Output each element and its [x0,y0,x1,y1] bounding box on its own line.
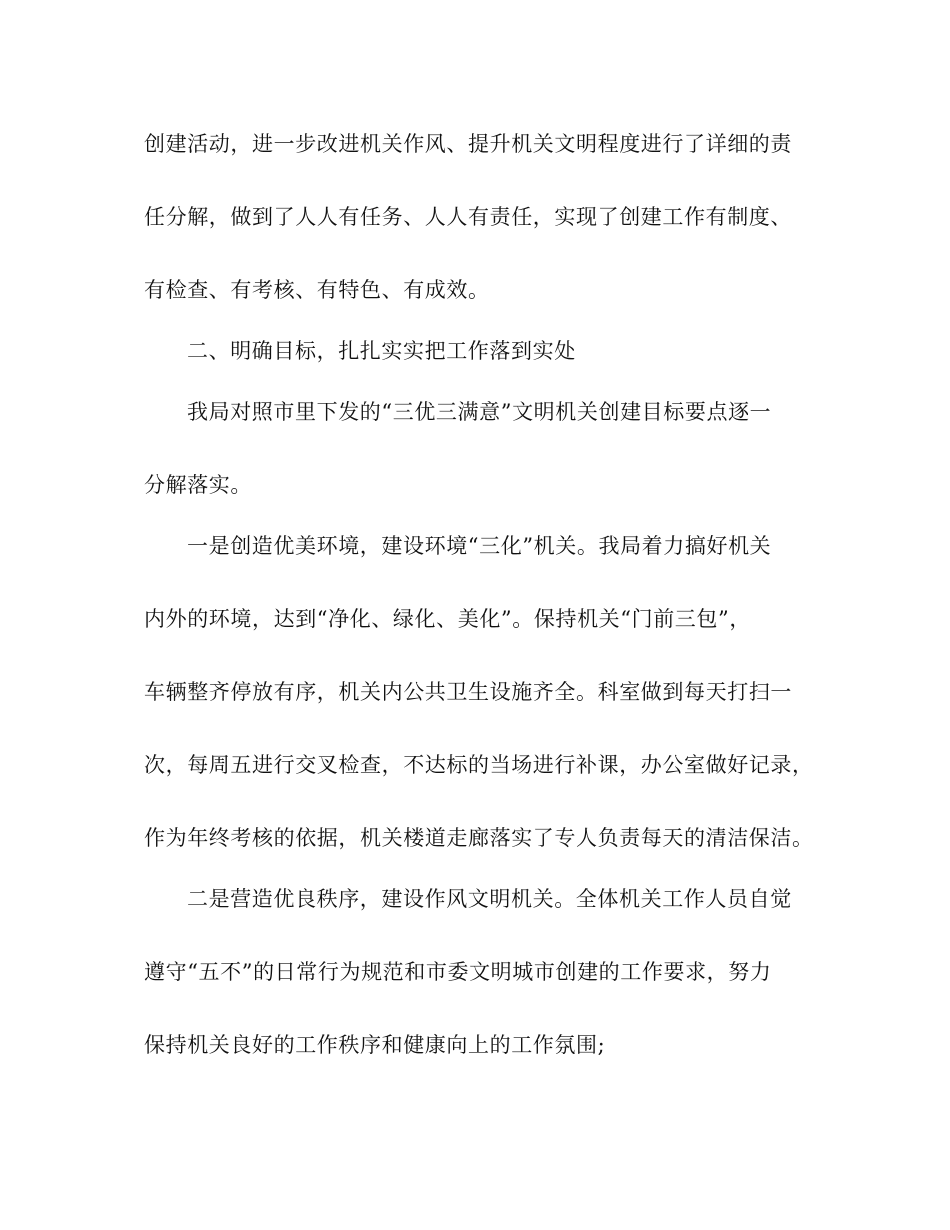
text-line-2: 任分解，做到了人人有任务、人人有责任，实现了创建工作有制度、 [144,205,792,229]
text-line-11: 作为年终考核的依据，机关楼道走廊落实了专人负责每天的清洁保洁。 [144,826,814,850]
text-line-9: 车辆整齐停放有序，机关内公共卫生设施齐全。科室做到每天打扫一 [144,680,792,704]
text-line-14: 保持机关良好的工作秩序和健康向上的工作氛围; [144,1033,606,1057]
text-line-6: 分解落实。 [144,473,252,497]
text-line-1: 创建活动，进一步改进机关作风、提升机关文明程度进行了详细的责 [144,132,792,156]
text-line-13: 遵守“五不”的日常行为规范和市委文明城市创建的工作要求，努力 [144,960,772,984]
text-line-3: 有检查、有考核、有特色、有成效。 [144,278,490,302]
text-line-12: 二是营造优良秩序，建设作风文明机关。全体机关工作人员自觉 [187,887,792,911]
text-line-5: 我局对照市里下发的“三优三满意”文明机关创建目标要点逐一 [187,400,772,424]
section-heading: 二、明确目标，扎扎实实把工作落到实处 [187,339,576,363]
text-line-7: 一是创造优美环境，建设环境“三化”机关。我局着力搞好机关 [187,534,772,558]
text-line-10: 次，每周五进行交叉检查，不达标的当场进行补课，办公室做好记录， [144,753,814,777]
text-line-8: 内外的环境，达到“净化、绿化、美化”。保持机关“门前三包”， [144,607,751,631]
